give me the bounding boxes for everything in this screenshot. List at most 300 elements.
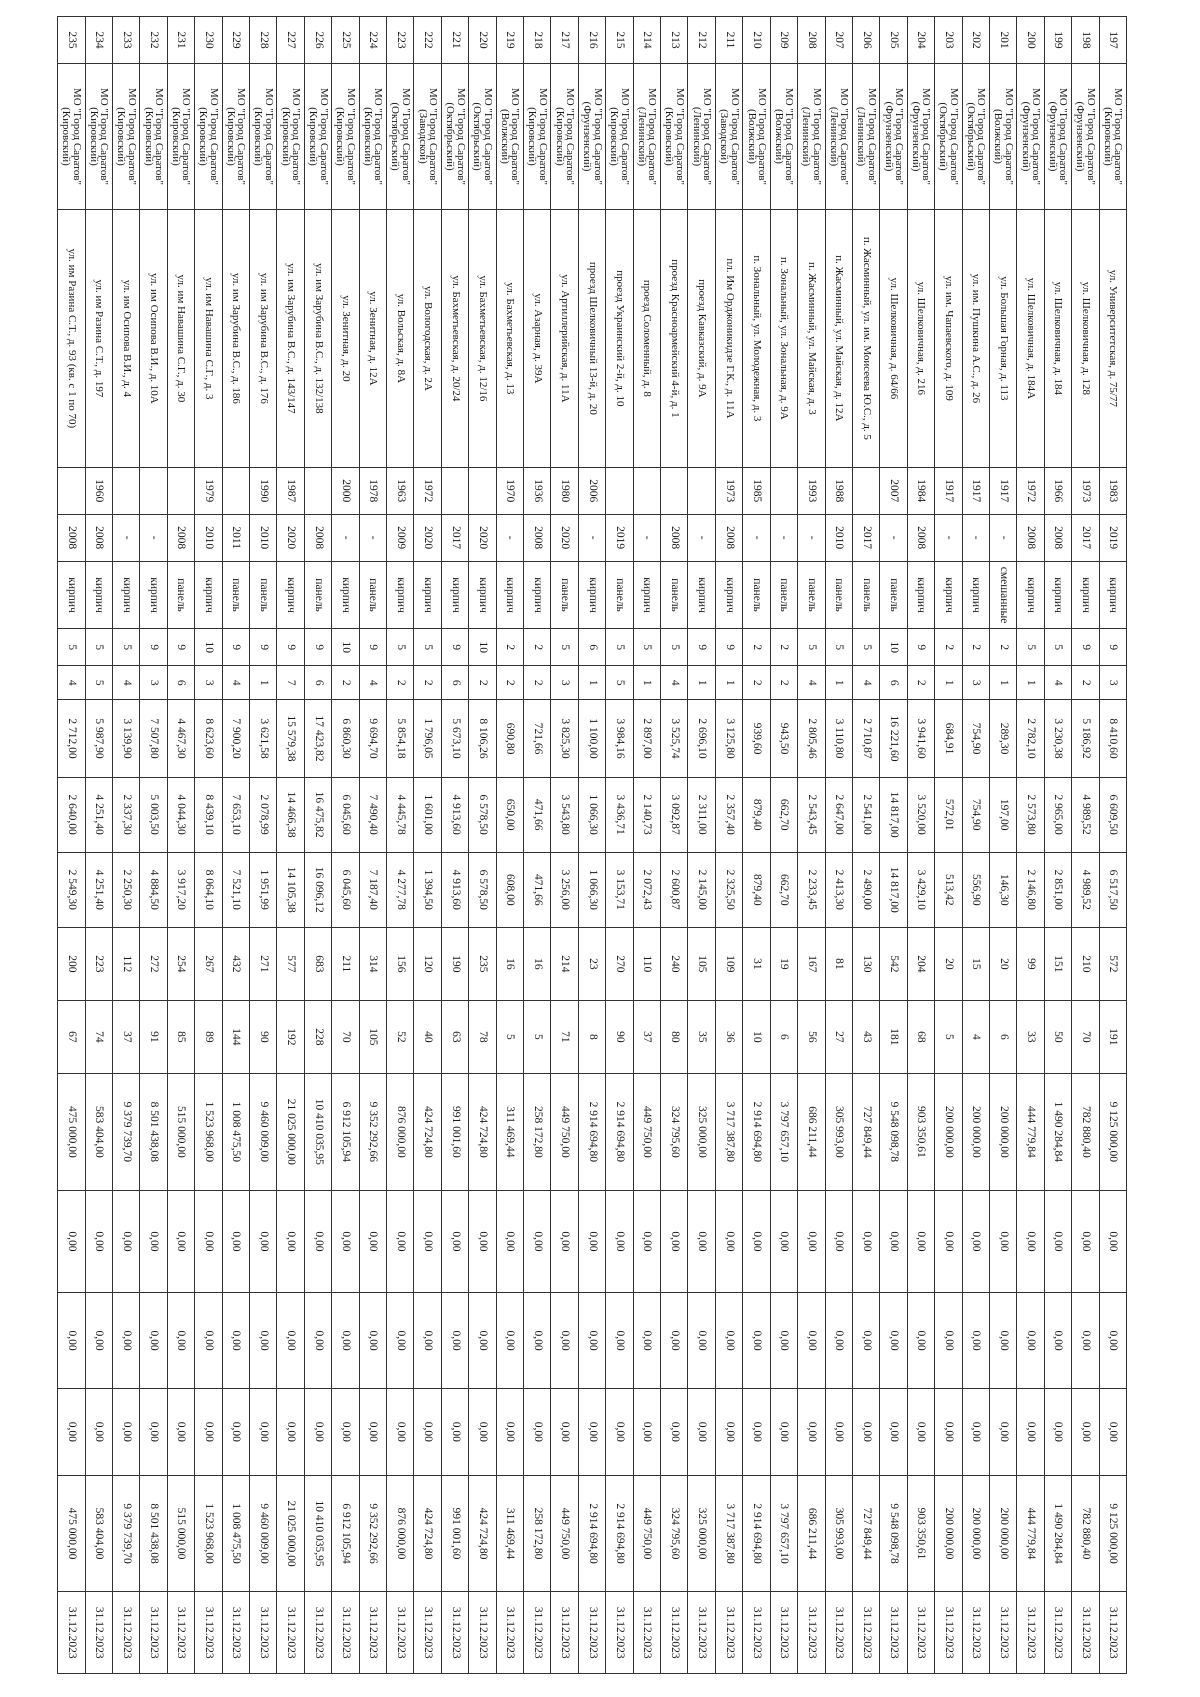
row-number-cell: 204 [907, 17, 934, 64]
entrances-cell: 2 [907, 665, 934, 699]
repair-cost-cell: 3 717 387,80 [715, 1073, 742, 1190]
year-last-repair-cell: 2020 [469, 514, 496, 561]
repair-cost-cell: 3 797 657,10 [770, 1073, 797, 1190]
row-number-cell: 233 [112, 17, 139, 64]
housing-register-table [57, 16, 1127, 1674]
municipality-cell: МО "Город Саратов" (Кировский) [167, 63, 194, 209]
year-last-repair-cell: 2008 [907, 514, 934, 561]
living-area-cell: 662,70 [770, 777, 797, 852]
living-area-cell: 6 609,50 [1099, 777, 1126, 852]
residents-cell: 235 [469, 927, 496, 1000]
address-cell: ул. им Осипова В.И., д. 4 [112, 210, 139, 468]
wall-material-cell: панель [304, 561, 331, 629]
wall-material-cell: кирпич [441, 561, 468, 629]
fund-share-cell: 0,00 [387, 1190, 414, 1292]
floors-cell: 5 [852, 629, 879, 666]
budget-share-cell: 0,00 [798, 1293, 825, 1389]
deadline-cell: 31.12.2023 [195, 1592, 222, 1674]
living-area-cell: 6 045,60 [332, 777, 359, 852]
owners-share-cell: 991 001,60 [441, 1475, 468, 1592]
deadline-cell: 31.12.2023 [58, 1592, 86, 1674]
wall-material-cell: кирпич [578, 561, 605, 629]
apartments-cell: 63 [441, 1000, 468, 1073]
municipality-cell: МО "Город Саратов" (Октябрьский) [962, 63, 989, 209]
year-last-repair-cell: 2008 [524, 514, 551, 561]
entrances-cell: 1 [250, 665, 277, 699]
apartments-cell: 191 [1099, 1000, 1126, 1073]
deadline-cell: 31.12.2023 [414, 1592, 441, 1674]
wall-material-cell: кирпич [633, 561, 660, 629]
year-built-cell: 1963 [387, 467, 414, 514]
year-built-cell: 1985 [743, 467, 770, 514]
owners-share-cell: 9 460 009,00 [250, 1475, 277, 1592]
residential-area-cell: 513,42 [935, 852, 962, 927]
municipality-cell: МО "Город Саратов" (Фрунзенский) [1017, 63, 1044, 209]
year-last-repair-cell: 2008 [715, 514, 742, 561]
row-number-cell: 213 [661, 17, 688, 64]
owners-share-cell: 8 501 438,08 [140, 1475, 167, 1592]
local-share-cell: 0,00 [85, 1389, 112, 1476]
entrances-cell: 1 [989, 665, 1016, 699]
repair-cost-cell: 686 211,44 [798, 1073, 825, 1190]
residential-area-cell: 8 064,10 [195, 852, 222, 927]
residential-area-cell: 4 251,40 [85, 852, 112, 927]
address-cell: ул. Зенитная, д. 12А [359, 210, 386, 468]
residential-area-cell: 879,40 [743, 852, 770, 927]
fund-share-cell: 0,00 [825, 1190, 852, 1292]
living-area-cell: 7 653,10 [222, 777, 249, 852]
living-area-cell: 3 092,87 [661, 777, 688, 852]
year-built-cell [606, 467, 633, 514]
table-row [578, 17, 605, 1674]
residential-area-cell: 662,70 [770, 852, 797, 927]
entrances-cell: 2 [524, 665, 551, 699]
year-last-repair-cell: - [633, 514, 660, 561]
residential-area-cell: 2 851,00 [1044, 852, 1071, 927]
fund-share-cell: 0,00 [304, 1190, 331, 1292]
repair-cost-cell: 6 912 105,94 [332, 1073, 359, 1190]
local-share-cell: 0,00 [222, 1389, 249, 1476]
repair-cost-cell: 258 172,80 [524, 1073, 551, 1190]
year-last-repair-cell: 2009 [387, 514, 414, 561]
budget-share-cell: 0,00 [1017, 1293, 1044, 1389]
apartments-cell: 5 [496, 1000, 523, 1073]
fund-share-cell: 0,00 [578, 1190, 605, 1292]
residents-cell: 542 [880, 927, 907, 1000]
floors-cell: 5 [551, 629, 578, 666]
address-cell: ул. Шелковичная, д. 184 [1044, 210, 1071, 468]
floors-cell: 2 [962, 629, 989, 666]
year-built-cell: 1973 [1072, 467, 1099, 514]
apartments-cell: 85 [167, 1000, 194, 1073]
year-built-cell [222, 467, 249, 514]
wall-material-cell: панель [743, 561, 770, 629]
apartments-cell: 6 [989, 1000, 1016, 1073]
table-row [661, 17, 688, 1674]
total-area-cell: 289,30 [989, 700, 1016, 777]
address-cell: ул. Шелковичная, д. 64/66 [880, 210, 907, 468]
living-area-cell: 2 541,00 [852, 777, 879, 852]
owners-share-cell: 424 724,80 [414, 1475, 441, 1592]
living-area-cell: 2 647,00 [825, 777, 852, 852]
repair-cost-cell: 200 000,00 [935, 1073, 962, 1190]
total-area-cell: 943,50 [770, 700, 797, 777]
year-built-cell [661, 467, 688, 514]
table-row [907, 17, 934, 1674]
fund-share-cell: 0,00 [688, 1190, 715, 1292]
municipality-cell: МО "Город Саратов" (Кировский) [304, 63, 331, 209]
repair-cost-cell: 782 880,40 [1072, 1073, 1099, 1190]
budget-share-cell: 0,00 [962, 1293, 989, 1389]
repair-cost-cell: 311 469,44 [496, 1073, 523, 1190]
fund-share-cell: 0,00 [277, 1190, 304, 1292]
table-row [1072, 17, 1099, 1674]
budget-share-cell: 0,00 [1072, 1293, 1099, 1389]
municipality-cell: МО "Город Саратов" (Волжский) [770, 63, 797, 209]
year-built-cell: 1980 [551, 467, 578, 514]
wall-material-cell: кирпич [58, 561, 86, 629]
address-cell: проезд Кавказский, д. 9А [688, 210, 715, 468]
entrances-cell: 6 [304, 665, 331, 699]
year-built-cell [688, 467, 715, 514]
local-share-cell: 0,00 [935, 1389, 962, 1476]
total-area-cell: 3 110,80 [825, 700, 852, 777]
municipality-cell: МО "Город Саратов" (Волжский) [989, 63, 1016, 209]
owners-share-cell: 444 779,84 [1017, 1475, 1044, 1592]
floors-cell: 10 [332, 629, 359, 666]
residential-area-cell: 3 429,10 [907, 852, 934, 927]
wall-material-cell: кирпич [469, 561, 496, 629]
residents-cell: 81 [825, 927, 852, 1000]
budget-share-cell: 0,00 [825, 1293, 852, 1389]
entrances-cell: 2 [1072, 665, 1099, 699]
budget-share-cell: 0,00 [195, 1293, 222, 1389]
repair-cost-cell: 583 404,00 [85, 1073, 112, 1190]
total-area-cell: 3 230,38 [1044, 700, 1071, 777]
fund-share-cell: 0,00 [250, 1190, 277, 1292]
address-cell: ул. Вологодская, д. 2А [414, 210, 441, 468]
year-last-repair-cell: - [962, 514, 989, 561]
municipality-cell: МО "Город Саратов" (Кировский) [222, 63, 249, 209]
budget-share-cell: 0,00 [688, 1293, 715, 1389]
local-share-cell: 0,00 [524, 1389, 551, 1476]
fund-share-cell: 0,00 [852, 1190, 879, 1292]
owners-share-cell: 200 000,00 [962, 1475, 989, 1592]
table-row [58, 17, 86, 1674]
local-share-cell: 0,00 [907, 1389, 934, 1476]
total-area-cell: 7 900,20 [222, 700, 249, 777]
residential-area-cell: 4 913,60 [441, 852, 468, 927]
repair-cost-cell: 876 000,00 [387, 1073, 414, 1190]
year-built-cell: 1983 [1099, 467, 1126, 514]
row-number-cell: 201 [989, 17, 1016, 64]
apartments-cell: 8 [578, 1000, 605, 1073]
row-number-cell: 199 [1044, 17, 1071, 64]
total-area-cell: 8 106,26 [469, 700, 496, 777]
year-last-repair-cell: 2010 [195, 514, 222, 561]
entrances-cell: 6 [167, 665, 194, 699]
budget-share-cell: 0,00 [935, 1293, 962, 1389]
address-cell: ул. Азарная, д. 39А [524, 210, 551, 468]
owners-share-cell: 3 797 657,10 [770, 1475, 797, 1592]
residents-cell: 23 [578, 927, 605, 1000]
row-number-cell: 222 [414, 17, 441, 64]
year-built-cell: 1966 [1044, 467, 1071, 514]
table-row [112, 17, 139, 1674]
municipality-cell: МО "Город Саратов" (Кировский) [551, 63, 578, 209]
fund-share-cell: 0,00 [1044, 1190, 1071, 1292]
municipality-cell: МО "Город Саратов" (Кировский) [524, 63, 551, 209]
owners-share-cell: 258 172,80 [524, 1475, 551, 1592]
owners-share-cell: 782 880,40 [1072, 1475, 1099, 1592]
total-area-cell: 17 423,82 [304, 700, 331, 777]
municipality-cell: МО "Город Саратов" (Кировский) [140, 63, 167, 209]
residential-area-cell: 6 045,60 [332, 852, 359, 927]
budget-share-cell: 0,00 [85, 1293, 112, 1389]
living-area-cell: 471,66 [524, 777, 551, 852]
local-share-cell: 0,00 [880, 1389, 907, 1476]
total-area-cell: 3 825,30 [551, 700, 578, 777]
local-share-cell: 0,00 [551, 1389, 578, 1476]
residents-cell: 167 [798, 927, 825, 1000]
repair-cost-cell: 305 993,00 [825, 1073, 852, 1190]
living-area-cell: 754,90 [962, 777, 989, 852]
year-last-repair-cell: - [688, 514, 715, 561]
table-row [715, 17, 742, 1674]
repair-cost-cell: 325 000,00 [688, 1073, 715, 1190]
residents-cell: 254 [167, 927, 194, 1000]
budget-share-cell: 0,00 [852, 1293, 879, 1389]
owners-share-cell: 6 912 105,94 [332, 1475, 359, 1592]
budget-share-cell: 0,00 [222, 1293, 249, 1389]
table-row [989, 17, 1016, 1674]
entrances-cell: 2 [743, 665, 770, 699]
local-share-cell: 0,00 [743, 1389, 770, 1476]
year-built-cell [770, 467, 797, 514]
residents-cell: 271 [250, 927, 277, 1000]
residents-cell: 105 [688, 927, 715, 1000]
deadline-cell: 31.12.2023 [578, 1592, 605, 1674]
deadline-cell: 31.12.2023 [1017, 1592, 1044, 1674]
deadline-cell: 31.12.2023 [715, 1592, 742, 1674]
row-number-cell: 203 [935, 17, 962, 64]
table-row [140, 17, 167, 1674]
local-share-cell: 0,00 [441, 1389, 468, 1476]
owners-share-cell: 9 379 739,70 [112, 1475, 139, 1592]
address-cell: п. Жасминный, ул. Майская, д. 12А [825, 210, 852, 468]
deadline-cell: 31.12.2023 [85, 1592, 112, 1674]
year-built-cell: 1988 [825, 467, 852, 514]
year-built-cell: 1936 [524, 467, 551, 514]
municipality-cell: МО "Город Саратов" (Октябрьский) [441, 63, 468, 209]
local-share-cell: 0,00 [496, 1389, 523, 1476]
residential-area-cell: 556,90 [962, 852, 989, 927]
living-area-cell: 1 601,00 [414, 777, 441, 852]
year-last-repair-cell: - [935, 514, 962, 561]
residents-cell: 109 [715, 927, 742, 1000]
residents-cell: 214 [551, 927, 578, 1000]
budget-share-cell: 0,00 [469, 1293, 496, 1389]
apartments-cell: 70 [332, 1000, 359, 1073]
total-area-cell: 16 221,60 [880, 700, 907, 777]
apartments-cell: 78 [469, 1000, 496, 1073]
entrances-cell: 4 [798, 665, 825, 699]
budget-share-cell: 0,00 [633, 1293, 660, 1389]
local-share-cell: 0,00 [195, 1389, 222, 1476]
row-number-cell: 209 [770, 17, 797, 64]
wall-material-cell: панель [167, 561, 194, 629]
local-share-cell: 0,00 [414, 1389, 441, 1476]
fund-share-cell: 0,00 [606, 1190, 633, 1292]
entrances-cell: 4 [58, 665, 86, 699]
residential-area-cell: 2 413,30 [825, 852, 852, 927]
year-built-cell [852, 467, 879, 514]
local-share-cell: 0,00 [1072, 1389, 1099, 1476]
residential-area-cell: 1 394,50 [414, 852, 441, 927]
entrances-cell: 2 [332, 665, 359, 699]
address-cell: п. Зональный, ул. Зональная, д. 9А [770, 210, 797, 468]
table-row [1099, 17, 1126, 1674]
municipality-cell: МО "Город Саратов" (Кировский) [332, 63, 359, 209]
deadline-cell: 31.12.2023 [852, 1592, 879, 1674]
repair-cost-cell: 727 849,44 [852, 1073, 879, 1190]
floors-cell: 9 [359, 629, 386, 666]
deadline-cell: 31.12.2023 [743, 1592, 770, 1674]
residents-cell: 211 [332, 927, 359, 1000]
entrances-cell: 4 [852, 665, 879, 699]
table-row [387, 17, 414, 1674]
residential-area-cell: 1 066,30 [578, 852, 605, 927]
owners-share-cell: 10 410 035,95 [304, 1475, 331, 1592]
floors-cell: 9 [167, 629, 194, 666]
living-area-cell: 14 817,00 [880, 777, 907, 852]
owners-share-cell: 9 125 000,00 [1099, 1475, 1126, 1592]
living-area-cell: 572,01 [935, 777, 962, 852]
apartments-cell: 90 [250, 1000, 277, 1073]
living-area-cell: 2 573,80 [1017, 777, 1044, 852]
year-built-cell: 1960 [85, 467, 112, 514]
row-number-cell: 205 [880, 17, 907, 64]
deadline-cell: 31.12.2023 [332, 1592, 359, 1674]
living-area-cell: 2 078,99 [250, 777, 277, 852]
address-cell: ул. Бахметьевская, д. 20/24 [441, 210, 468, 468]
address-cell: проезд Красноармейский 4-й, д. 1 [661, 210, 688, 468]
table-row [277, 17, 304, 1674]
repair-cost-cell: 324 795,60 [661, 1073, 688, 1190]
local-share-cell: 0,00 [277, 1389, 304, 1476]
residents-cell: 16 [524, 927, 551, 1000]
floors-cell: 5 [387, 629, 414, 666]
year-last-repair-cell: 2010 [825, 514, 852, 561]
deadline-cell: 31.12.2023 [989, 1592, 1016, 1674]
fund-share-cell: 0,00 [469, 1190, 496, 1292]
row-number-cell: 228 [250, 17, 277, 64]
year-built-cell: 1972 [414, 467, 441, 514]
total-area-cell: 754,90 [962, 700, 989, 777]
local-share-cell: 0,00 [359, 1389, 386, 1476]
floors-cell: 5 [798, 629, 825, 666]
deadline-cell: 31.12.2023 [551, 1592, 578, 1674]
municipality-cell: МО "Город Саратов" (Заводской) [715, 63, 742, 209]
local-share-cell: 0,00 [469, 1389, 496, 1476]
municipality-cell: МО "Город Саратов" (Заводской) [414, 63, 441, 209]
row-number-cell: 216 [578, 17, 605, 64]
residents-cell: 272 [140, 927, 167, 1000]
residents-cell: 267 [195, 927, 222, 1000]
entrances-cell: 1 [578, 665, 605, 699]
owners-share-cell: 9 548 098,78 [880, 1475, 907, 1592]
floors-cell: 5 [825, 629, 852, 666]
municipality-cell: МО "Город Саратов" (Октябрьский) [469, 63, 496, 209]
entrances-cell: 5 [606, 665, 633, 699]
table-row [1017, 17, 1044, 1674]
address-cell: ул. Бахметьевская, д. 12/16 [469, 210, 496, 468]
table-row [743, 17, 770, 1674]
residents-cell: 577 [277, 927, 304, 1000]
address-cell: ул. им Разина С.Т., д. 93 (кв. с 1 по 70) [58, 210, 86, 468]
floors-cell: 2 [770, 629, 797, 666]
residents-cell: 130 [852, 927, 879, 1000]
floors-cell: 5 [1017, 629, 1044, 666]
repair-cost-cell: 9 125 000,00 [1099, 1073, 1126, 1190]
total-area-cell: 8 623,60 [195, 700, 222, 777]
owners-share-cell: 1 490 284,84 [1044, 1475, 1071, 1592]
living-area-cell: 1 066,30 [578, 777, 605, 852]
entrances-cell: 6 [880, 665, 907, 699]
entrances-cell: 1 [633, 665, 660, 699]
year-built-cell: 1917 [935, 467, 962, 514]
apartments-cell: 67 [58, 1000, 86, 1073]
repair-cost-cell: 1 008 475,50 [222, 1073, 249, 1190]
residential-area-cell: 16 096,12 [304, 852, 331, 927]
municipality-cell: МО "Город Саратов" (Кировский) [250, 63, 277, 209]
deadline-cell: 31.12.2023 [140, 1592, 167, 1674]
wall-material-cell: панель [825, 561, 852, 629]
deadline-cell: 31.12.2023 [496, 1592, 523, 1674]
apartments-cell: 5 [524, 1000, 551, 1073]
residential-area-cell: 471,66 [524, 852, 551, 927]
deadline-cell: 31.12.2023 [935, 1592, 962, 1674]
address-cell: ул. им. Пушкина А.С., д. 26 [962, 210, 989, 468]
floors-cell: 6 [578, 629, 605, 666]
residents-cell: 432 [222, 927, 249, 1000]
apartments-cell: 70 [1072, 1000, 1099, 1073]
residential-area-cell: 7 521,10 [222, 852, 249, 927]
floors-cell: 10 [469, 629, 496, 666]
year-last-repair-cell: 2008 [1044, 514, 1071, 561]
floors-cell: 5 [414, 629, 441, 666]
apartments-cell: 37 [112, 1000, 139, 1073]
year-last-repair-cell: 2008 [304, 514, 331, 561]
wall-material-cell: кирпич [1072, 561, 1099, 629]
budget-share-cell: 0,00 [304, 1293, 331, 1389]
apartments-cell: 43 [852, 1000, 879, 1073]
year-last-repair-cell: - [880, 514, 907, 561]
living-area-cell: 16 475,82 [304, 777, 331, 852]
deadline-cell: 31.12.2023 [1099, 1592, 1126, 1674]
local-share-cell: 0,00 [989, 1389, 1016, 1476]
apartments-cell: 71 [551, 1000, 578, 1073]
wall-material-cell: панель [359, 561, 386, 629]
fund-share-cell: 0,00 [989, 1190, 1016, 1292]
deadline-cell: 31.12.2023 [798, 1592, 825, 1674]
floors-cell: 9 [715, 629, 742, 666]
floors-cell: 2 [743, 629, 770, 666]
row-number-cell: 226 [304, 17, 331, 64]
floors-cell: 5 [1044, 629, 1071, 666]
fund-share-cell: 0,00 [85, 1190, 112, 1292]
row-number-cell: 215 [606, 17, 633, 64]
